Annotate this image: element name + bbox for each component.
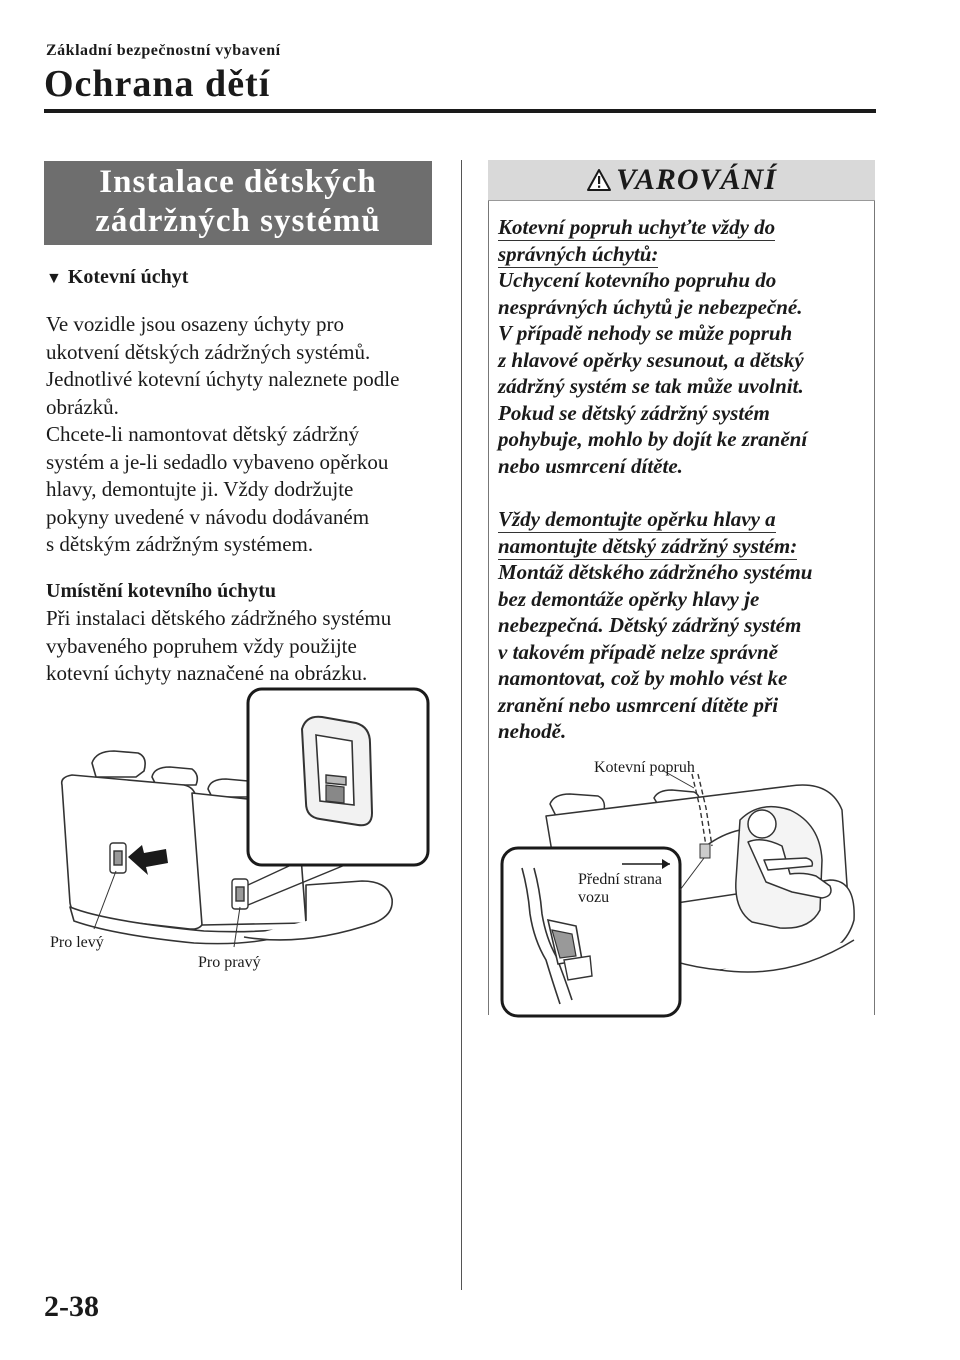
label-tether-strap: Kotevní popruh: [594, 759, 695, 776]
warning-body: [498, 214, 868, 745]
warning-frame-left: [488, 160, 489, 1015]
section-title-line-1: Instalace dětských: [99, 164, 377, 200]
warning-text-1: Uchycení kotevního popruhu do nesprávných úchytů je nebezpečné. V případě nehody se může popruh z hlavové opěrky sesunout, a dětský zádržný systém se tak může uvolnit. Pokud se dětský zádržný systém pohybuje, mohlo by dojít ke zranění nebo usmrcení dítěte.: [498, 268, 808, 478]
warning-title: VAROVÁNÍ: [616, 163, 777, 196]
label-right-anchor: Pro pravý: [198, 954, 261, 971]
triangle-down-icon: ▼: [46, 270, 62, 287]
label-front-line-1: Přední strana: [578, 871, 662, 888]
page-title: Ochrana dětí: [44, 63, 271, 105]
warning-text-2: Montáž dětského zádržného systému bez demontáže opěrky hlavy je nebezpečná. Dětský zádržný systém v takovém případě nelze správně namontovat, což by mohlo vést ke zranění nebo usmrcení dítěte při nehodě.: [498, 560, 813, 743]
location-paragraph: Při instalaci dětského zádržného systému vybaveného popruhem vždy použijte kotevní úchyty naznačené na obrázku.: [46, 606, 392, 685]
section-title-box: [44, 161, 432, 245]
header-rule: [44, 109, 876, 113]
page-number: 2-38: [44, 1290, 99, 1323]
label-front-line-2: vozu: [578, 889, 610, 906]
subheading: [46, 266, 188, 289]
warning-lead-2: [498, 506, 868, 559]
warning-header: [488, 160, 875, 201]
location-heading: Umístění kotevního úchytu: [46, 580, 277, 602]
rear-seat-anchor-figure: [44, 685, 434, 985]
intro-paragraph: Ve vozidle jsou osazeny úchyty pro ukotvení dětských zádržných systémů. Jednotlivé kotevní úchyty naleznete podle obrázků. Chcete-li namontovat dětský zádržný systém a je-li sedadlo vybaveno opěrkou hlavy, demontujte ji. Vždy dodržujte pokyny uvedené v návodu dodávaném s dětským zádržným systémem.: [46, 312, 400, 556]
section-label: Základní bezpečnostní vybavení: [46, 42, 281, 59]
section-title-line-2: zádržných systémů: [95, 203, 381, 239]
label-left-anchor: Pro levý: [50, 934, 104, 951]
warning-lead-1: [498, 214, 868, 267]
warning-lead-2-line-2: namontujte dětský zádržný systém:: [498, 533, 798, 558]
warning-frame-right: [874, 160, 875, 1015]
subheading-text: Kotevní úchyt: [67, 266, 189, 288]
warning-lead-1-line-2: správných úchytů:: [498, 241, 659, 266]
warning-lead-2-line-1: Vždy demontujte opěrku hlavy a: [498, 507, 776, 531]
warning-lead-1-line-1: Kotevní popruh uchyťte vždy do: [498, 215, 776, 239]
tether-strap-figure: [490, 750, 870, 1020]
warning-triangle-icon: [586, 168, 612, 192]
column-divider: [461, 160, 462, 1290]
